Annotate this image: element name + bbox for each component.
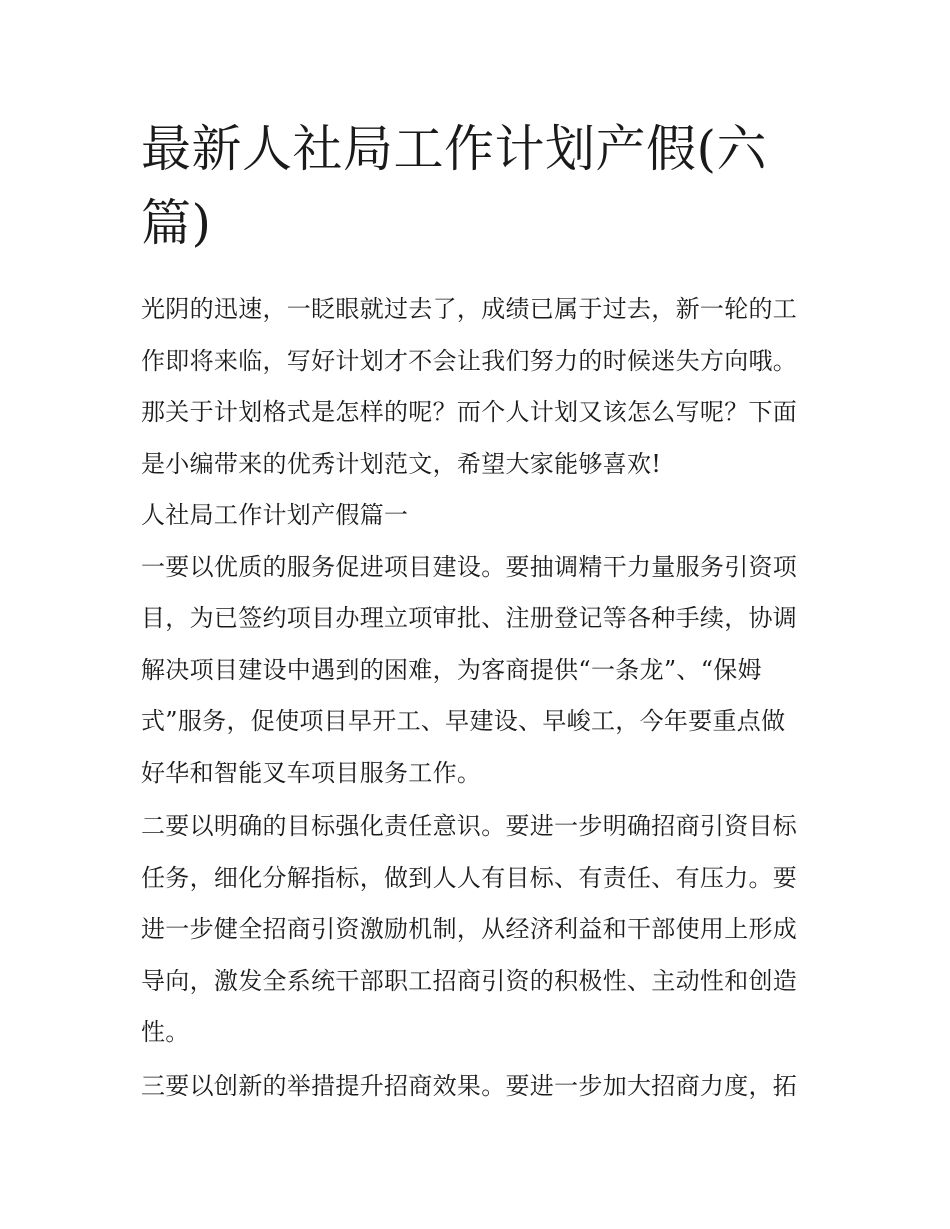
text-line: 导向，激发全系统干部职工招商引资的积极性、主动性和创造 [141,966,798,995]
body-paragraph [141,542,816,800]
body-paragraph [141,801,816,1059]
document-page [141,112,816,1112]
text-line: 性。 [141,1018,190,1046]
text-line: 三要以创新的举措提升招商效果。要进一步加大招商力度，拓 [141,1071,798,1100]
text-line: 是小编带来的优秀计划范文，希望大家能够喜欢! [141,449,662,478]
intro-paragraph [141,284,816,490]
title-line: 最新人社局工作计划产假(六 [141,120,768,178]
section-heading [141,490,816,542]
text-line: 光阴的迅速，一眨眼就过去了，成绩已属于过去，新一轮的工 [141,295,798,323]
text-line: 目，为已签约项目办理立项审批、注册登记等各种手续，协调 [141,604,798,632]
text-line: 那关于计划格式是怎样的呢？而个人计划又该怎么写呢？下面 [141,398,798,426]
text-line: 二要以明确的目标强化责任意识。要进一步明确招商引资目标 [141,812,798,840]
document-title [141,112,816,260]
text-line: 一要以优质的服务促进项目建设。要抽调精干力量服务引资项 [141,552,798,581]
text-line: 任务，细化分解指标，做到人人有目标、有责任、有压力。要 [141,863,798,892]
text-line: 好华和智能叉车项目服务工作。 [141,758,482,787]
text-line: 解决项目建设中遇到的困难，为客商提供“一条龙”、“保姆 [141,655,762,684]
body-paragraph [141,1061,816,1113]
document-body [141,284,816,1112]
text-line: 人社局工作计划产假篇一 [141,501,409,529]
text-line: 进一步健全招商引资激励机制，从经济利益和干部使用上形成 [141,915,798,943]
title-line: 篇) [141,194,212,252]
text-line: 作即将来临，写好计划才不会让我们努力的时候迷失方向哦。 [141,346,798,375]
text-line: 式”服务，促使项目早开工、早建设、早峻工，今年要重点做 [141,707,786,735]
